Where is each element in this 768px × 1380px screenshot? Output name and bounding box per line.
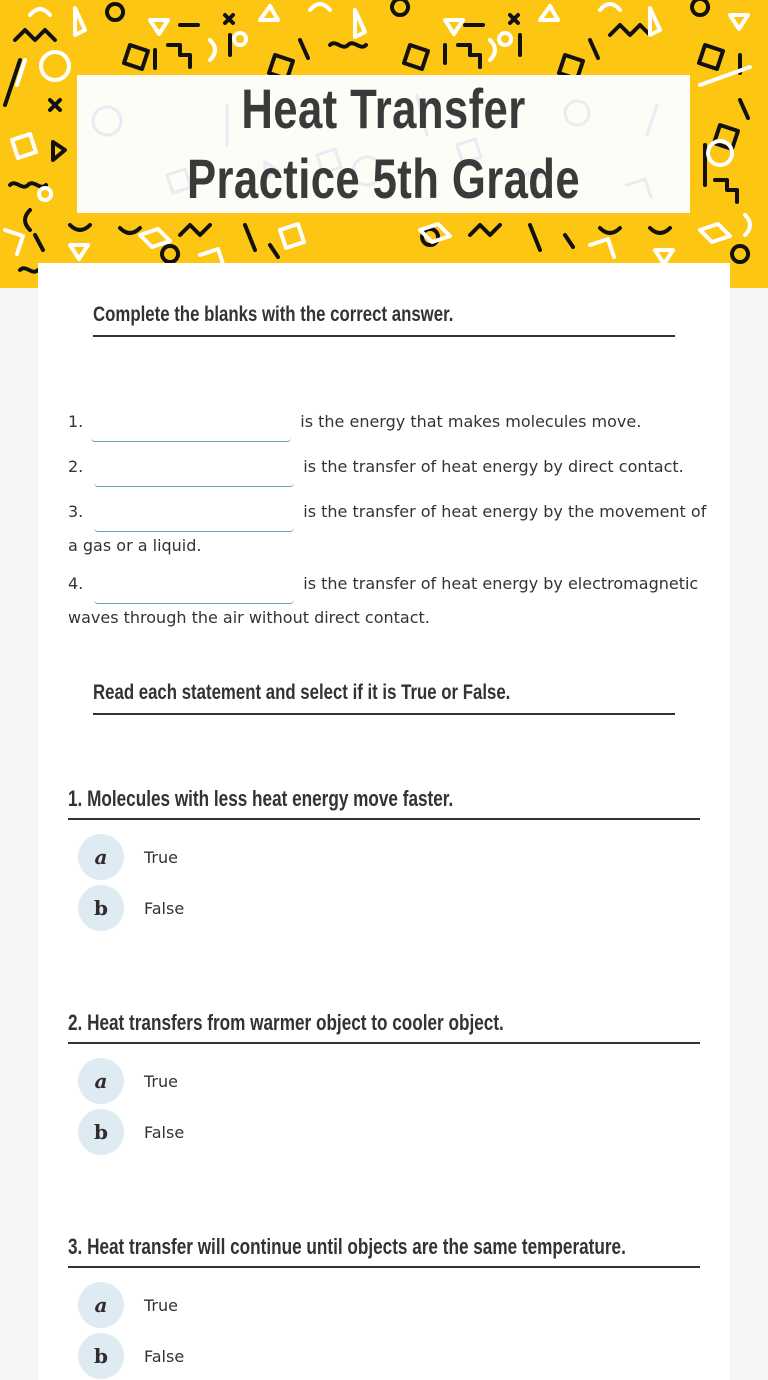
fill-item-text: is the transfer of heat energy by electromagnetic waves through the air without direct contact.: [68, 574, 699, 627]
option-letter-badge[interactable]: b: [78, 1109, 124, 1155]
fill-item-number: 3.: [68, 502, 84, 521]
option-letter-badge[interactable]: b: [78, 885, 124, 931]
blank-input-4[interactable]: [94, 582, 294, 604]
question-title-text: 3. Heat transfer will continue until objects are the same temperature.: [68, 1234, 626, 1259]
option-false[interactable]: [78, 885, 700, 931]
fill-item-number: 1.: [68, 412, 84, 431]
question-title: [68, 1234, 700, 1268]
fill-item: [68, 498, 708, 559]
fill-item: [68, 570, 708, 631]
tf-section-heading: [93, 681, 675, 715]
blank-input-3[interactable]: [94, 510, 294, 532]
fill-section-heading: [93, 303, 675, 337]
option-label[interactable]: False: [144, 1346, 185, 1366]
answer-options: [68, 1044, 700, 1155]
tf-section-heading-text: Read each statement and select if it is True or False.: [93, 681, 511, 704]
title-box: [77, 75, 690, 213]
option-false[interactable]: [78, 1109, 700, 1155]
question-title: [68, 1010, 700, 1044]
tf-question-2: [68, 1010, 700, 1160]
option-letter-badge[interactable]: a: [78, 834, 124, 880]
fill-section-heading-text: Complete the blanks with the correct answer.: [93, 303, 454, 326]
fill-item-text: is the transfer of heat energy by the movement of a gas or a liquid.: [68, 502, 707, 555]
blank-input-1[interactable]: [91, 420, 291, 442]
blank-input-2[interactable]: [94, 465, 294, 487]
question-title: [68, 786, 700, 820]
option-true[interactable]: [78, 834, 700, 880]
header-banner: [0, 0, 768, 288]
option-true[interactable]: [78, 1058, 700, 1104]
answer-options: [68, 1268, 700, 1379]
fill-item-text: is the transfer of heat energy by direct contact.: [303, 457, 684, 476]
option-letter-badge[interactable]: a: [78, 1282, 124, 1328]
option-label[interactable]: True: [144, 1295, 178, 1315]
fill-item: [68, 408, 708, 442]
option-label[interactable]: True: [144, 1071, 178, 1091]
option-letter-badge[interactable]: a: [78, 1058, 124, 1104]
fill-item-number: 4.: [68, 574, 84, 593]
answer-options: [68, 820, 700, 931]
option-false[interactable]: [78, 1333, 700, 1379]
tf-question-1: [68, 786, 700, 936]
worksheet-card: [38, 263, 730, 1380]
question-title-text: 2. Heat transfers from warmer object to cooler object.: [68, 1010, 504, 1035]
fill-item: [68, 453, 708, 487]
fill-item-text: is the energy that makes molecules move.: [300, 412, 642, 431]
fill-in-blank-list: [68, 408, 708, 642]
option-true[interactable]: [78, 1282, 700, 1328]
option-letter-badge[interactable]: b: [78, 1333, 124, 1379]
option-label[interactable]: False: [144, 898, 185, 918]
page-title: Heat Transfer Practice 5th Grade: [186, 77, 581, 210]
tf-question-3: [68, 1234, 700, 1380]
question-title-text: 1. Molecules with less heat energy move faster.: [68, 786, 454, 811]
option-label[interactable]: False: [144, 1122, 185, 1142]
fill-item-number: 2.: [68, 457, 84, 476]
option-label[interactable]: True: [144, 847, 178, 867]
